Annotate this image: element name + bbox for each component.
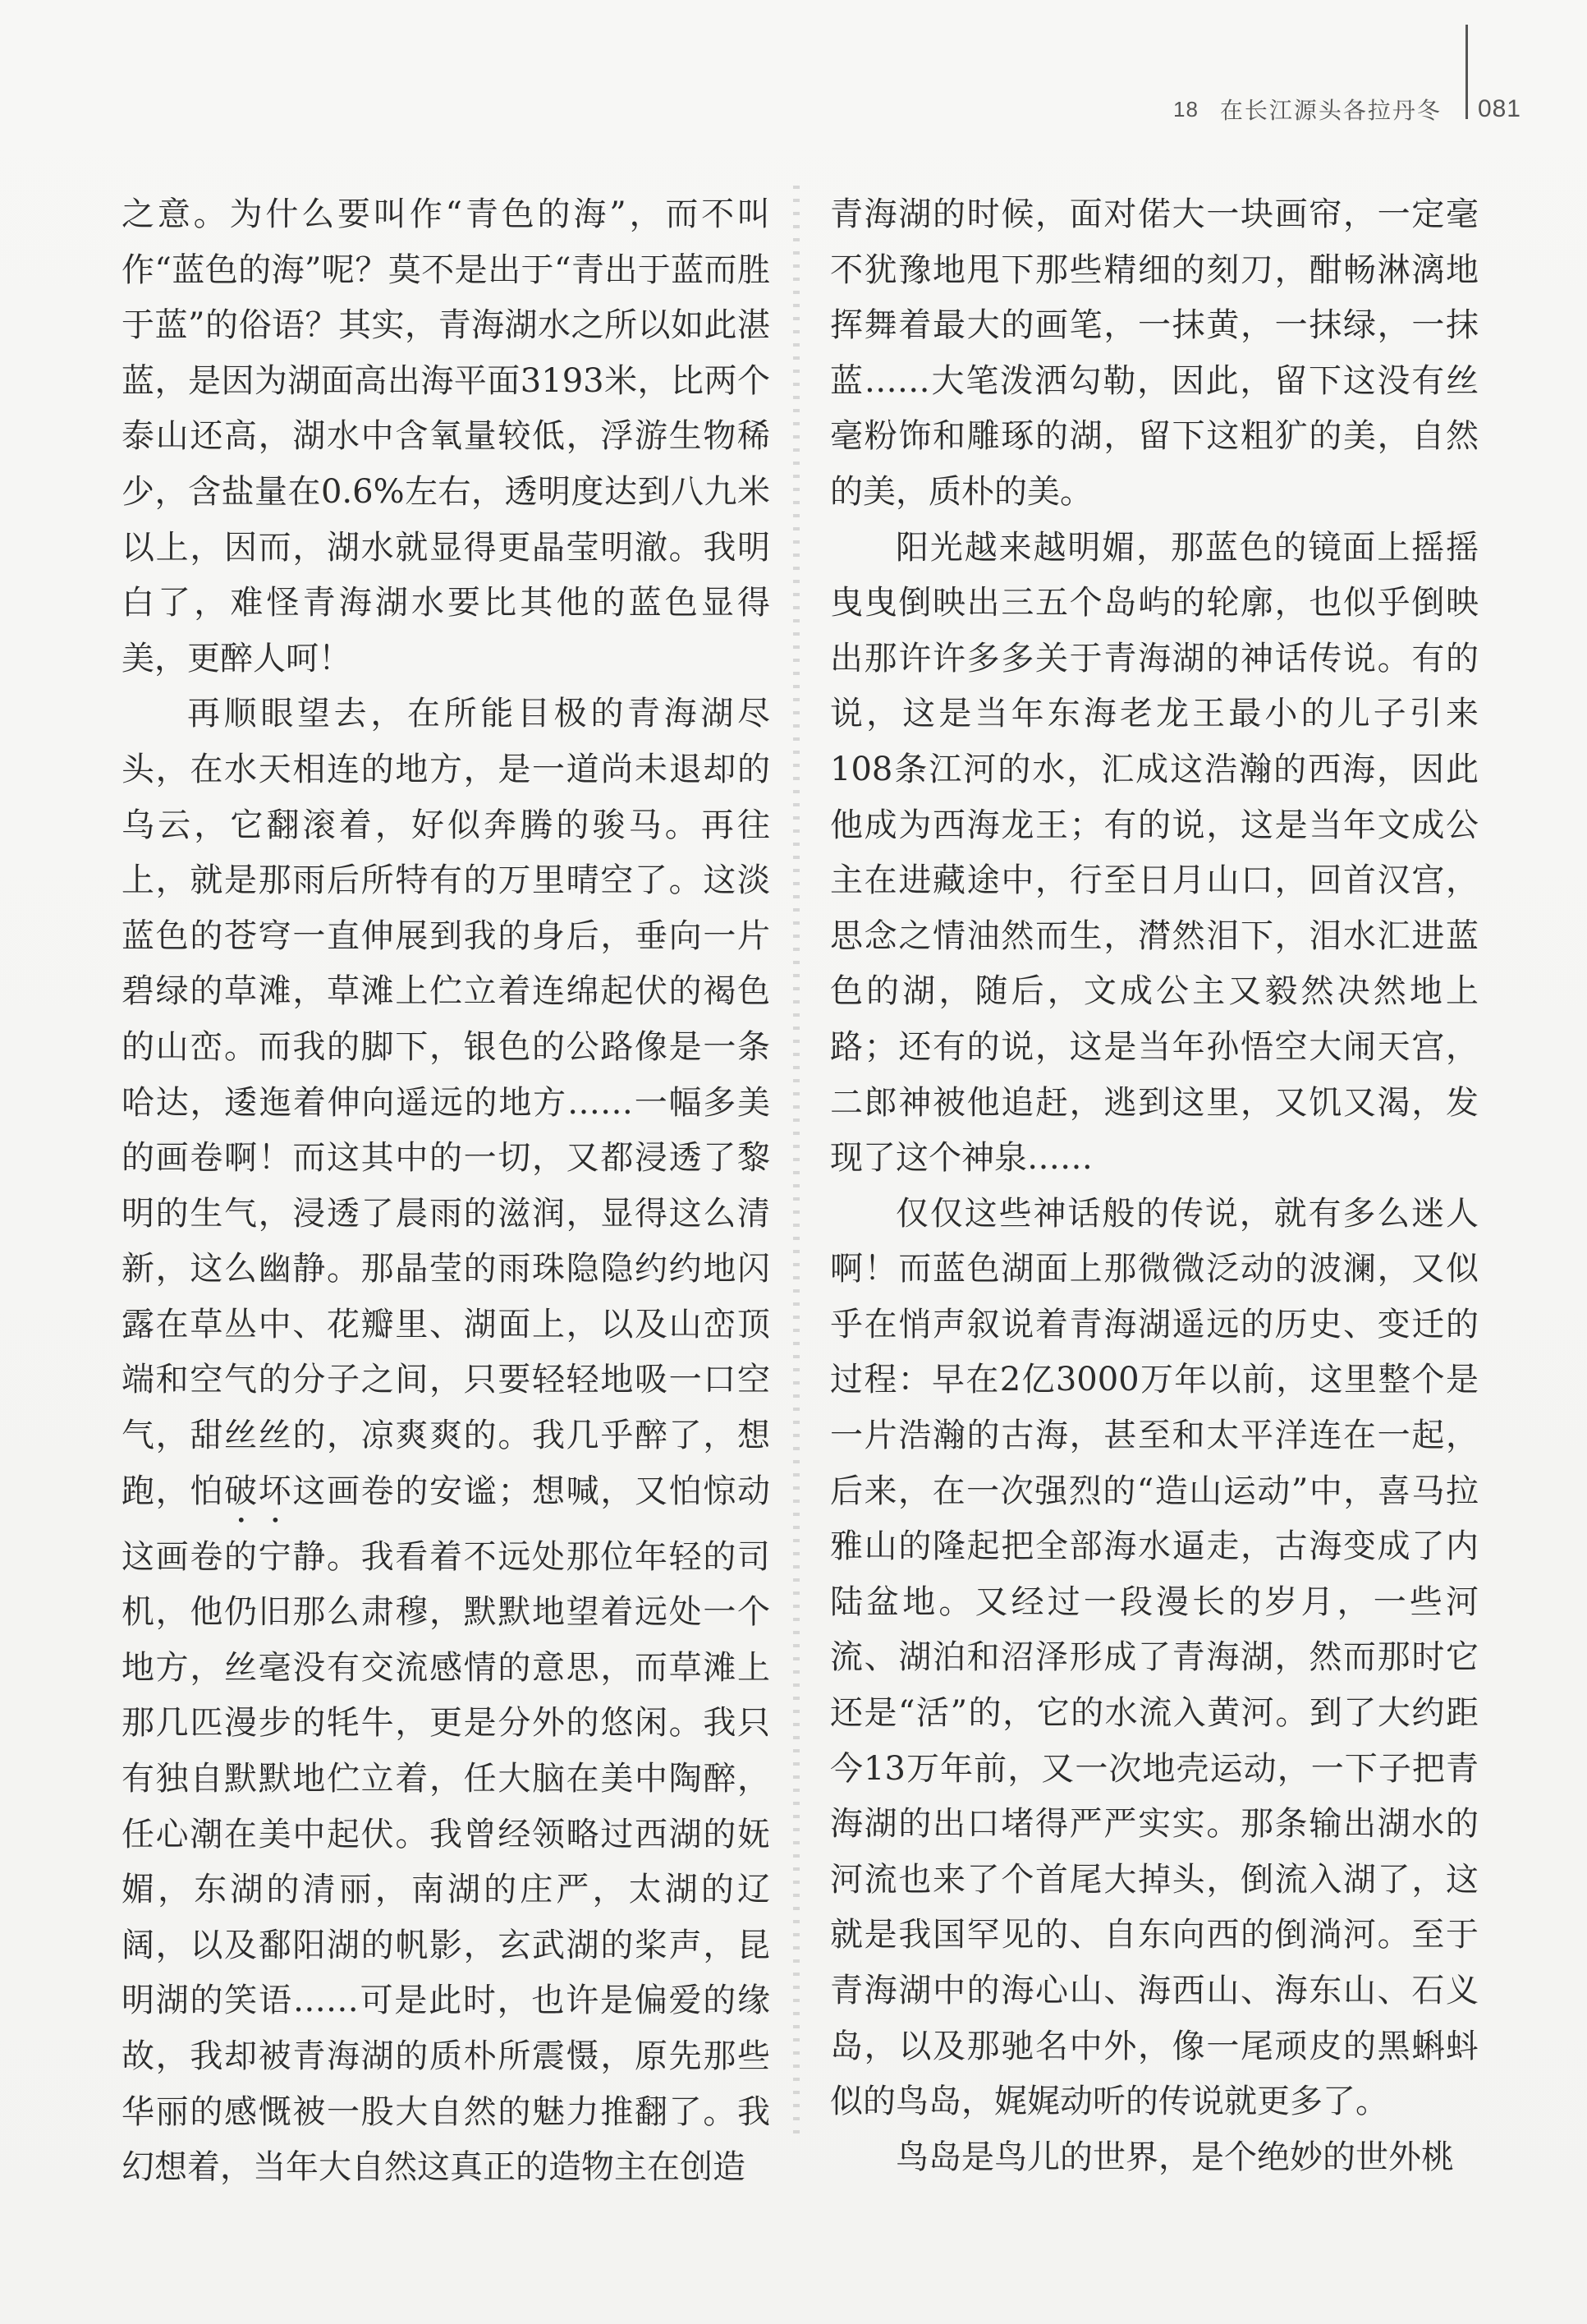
page-number: 081 [1477,95,1521,122]
paragraph: 鸟岛是鸟儿的世界，是个绝妙的世外桃 [896,2138,1454,2176]
right-text-column [830,187,1479,2185]
paragraph-continued: 青海湖的时候，面对偌大一块画帘，一定毫不犹豫地甩下那些精细的刻刀，酣畅淋漓地挥舞着最大的画笔，一抹黄，一抹绿，一抹蓝……大笔泼洒勾勒，因此，留下这没有丝毫粉饰和雕琢的湖，留下这粗犷的美，自然的美，质朴的美。 [830,195,1479,511]
column-divider [793,181,800,2135]
emphasized-text: 破坏 [224,1472,293,1510]
chapter-title: 在长江源头各拉丹冬 [1219,98,1442,123]
paragraph-text: 这画卷的安谧；想喊，又怕惊动这画卷的宁静。我看着不远处那位年轻的司机，他仍旧那么肃穆，默默地望着远处一个地方，丝毫没有交流感情的意思，而草滩上那几匹漫步的牦牛，更是分外的悠闲。我只有独自默默地伫立着，任大脑在美中陶醉，任心潮在美中起伏。我曾经领略过西湖的妩媚，东湖的清丽，南湖的庄严，太湖的辽阔，以及鄱阳湖的帆影，玄武湖的桨声，昆明湖的笑语……可是此时，也许是偏爱的缘故，我却被青海湖的质朴所震慑，原先那些华丽的感慨被一股大自然的魅力推翻了。我幻想着，当年大自然这真正的造物主在创造 [122,1472,771,2187]
paragraph: 阳光越来越明媚，那蓝色的镜面上摇摇曳曳倒映出三五个岛屿的轮廓，也似乎倒映出那许许多多关于青海湖的神话传说。有的说，这是当年东海老龙王最小的儿子引来108条江河的水，汇成这浩瀚的西海，因此他成为西海龙王；有的说，这是当年文成公主在进藏途中，行至日月山口，回首汉宫，思念之情油然而生，潸然泪下，泪水汇进蓝色的湖，随后，文成公主又毅然决然地上路；还有的说，这是当年孙悟空大闹天宫，二郎神被他追赶，逃到这里，又饥又渴，发现了这个神泉…… [830,528,1479,1178]
running-header [1173,89,1521,130]
paragraph: 仅仅这些神话般的传说，就有多么迷人啊！而蓝色湖面上那微微泛动的波澜，又似乎在悄声叙说着青海湖遥远的历史、变迁的过程：早在2亿3000万年以前，这里整个是一片浩瀚的古海，甚至和太平洋连在一起，后来，在一次强烈的“造山运动”中，喜马拉雅山的隆起把全部海水逼走，古海变成了内陆盆地。又经过一段漫长的岁月，一些河流、湖泊和沼泽形成了青海湖，然而那时它还是“活”的，它的水流入黄河。到了大约距今13万年前，又一次地壳运动，一下子把青海湖的出口堵得严严实实。那条输出湖水的河流也来了个首尾大掉头，倒流入湖了，这就是我国罕见的、自东向西的倒淌河。至于青海湖中的海心山、海西山、海东山、石义岛，以及那驰名中外，像一尾顽皮的黑蝌蚪似的鸟岛，娓娓动听的传说就更多了。 [830,1194,1479,2121]
paragraph [122,687,770,2195]
paragraph-continued: 之意。为什么要叫作“青色的海”，而不叫作“蓝色的海”呢？莫不是出于“青出于蓝而胜于蓝”的俗语？其实，青海湖水之所以如此湛蓝，是因为湖面高出海平面3193米，比两个泰山还高，湖水中含氧量较低，浮游生物稀少，含盐量在0.6%左右，透明度达到八九米以上，因而，湖水就显得更晶莹明澈。我明白了，难怪青海湖水要比其他的蓝色显得美，更醉人呵！ [122,195,770,677]
paragraph-text: 再顺眼望去，在所能目极的青海湖尽头，在水天相连的地方，是一道尚未退却的乌云，它翻滚着，好似奔腾的骏马。再往上，就是那雨后所特有的万里晴空了。这淡蓝色的苍穹一直伸展到我的身后，垂向一片碧绿的草滩，草滩上伫立着连绵起伏的褐色的山峦。而我的脚下，银色的公路像是一条哈达，逶迤着伸向遥远的地方……一幅多美的画卷啊！而这其中的一切，又都浸透了黎明的生气，浸透了晨雨的滋润，显得这么清新，这么幽静。那晶莹的雨珠隐隐约约地闪露在草丛中、花瓣里、湖面上，以及山峦顶端和空气的分子之间，只要轻轻地吸一口空气，甜丝丝的，凉爽爽的。我几乎醉了，想跑，怕 [122,695,770,1510]
chapter-number: 18 [1173,96,1199,122]
left-text-column [122,187,770,2196]
header-divider-rule [1465,25,1468,119]
